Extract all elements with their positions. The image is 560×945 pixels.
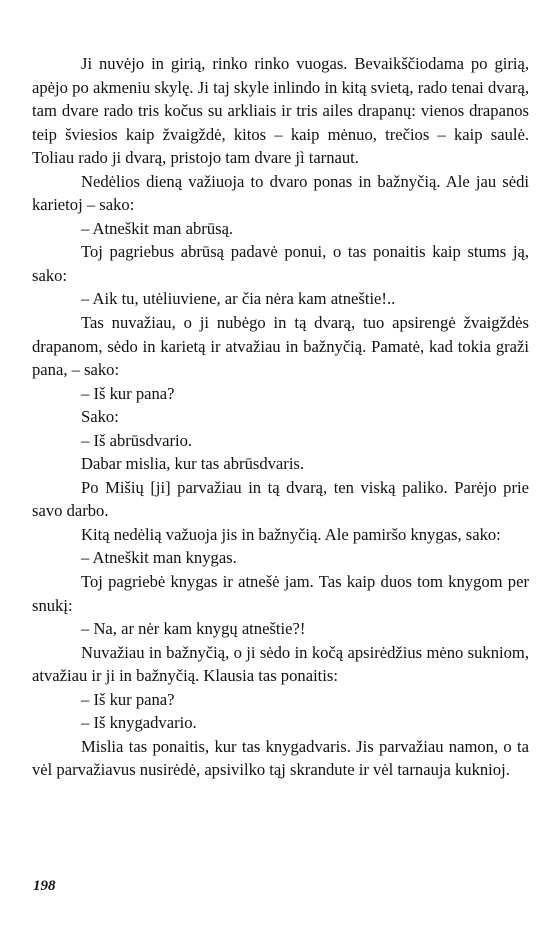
dialogue-line: – Iš kur pana?	[81, 689, 175, 709]
dialogue-line: – Atneškit man knygas.	[81, 548, 237, 568]
paragraph: Mislia tas ponaitis, kur tas knygadvaris. Jis parvažiau namon, o ta vėl parvažiavus nusirėdė, apsivilko tąj skrandute ir vėl tarnauja kuknioj.	[32, 736, 529, 780]
dialogue-line: – Iš abrūsdvario.	[81, 430, 193, 450]
paragraph: Tas nuvažiau, o ji nubėgo in tą dvarą, tuo apsirengė žvaigždės drapanom, sėdo in karietą ir atvažiau in bažnyčią. Pamatė, kad tokia graži pana, – sako:	[32, 313, 529, 380]
dialogue-line: – Atneškit man abrūsą.	[81, 218, 234, 238]
paragraph: Sako:	[81, 407, 119, 427]
dialogue-line: – Iš knygadvario.	[81, 713, 197, 733]
paragraph: Kitą nedėlią važuoja jis in bažnyčią. Ale pamiršo knygas, sako:	[81, 524, 501, 544]
paragraph: Dabar mislia, kur tas abrūsdvaris.	[81, 454, 305, 474]
page-body	[32, 52, 529, 782]
paragraph: Ji nuvėjo in girią, rinko rinko vuogas. Bevaikščiodama po girią, apėjo po akmeniu skylę. Ji taj skyle inlindo in kitą svietą, rado tenai dvarą, tam dvare rado tris kočus su arkliais ir tris ailes drapanų: vienos drapanos teip šviesios kaip žvaigždė, kitos – kaip mėnuo, trečios – kaip saulė. Toliau rado ji dvarą, pristojo tam dvare jì tarnaut.	[32, 54, 529, 168]
paragraph: Po Mišių [ji] parvažiau in tą dvarą, ten viską paliko. Parėjo prie savo darbo.	[32, 477, 529, 521]
paragraph: Toj pagriebus abrūsą padavė ponui, o tas ponaitis kaip stums ją, sako:	[32, 242, 529, 285]
dialogue-line: – Na, ar nėr kam knygų atneštie?!	[81, 619, 306, 639]
paragraph: Nedėlios dieną važiuoja to dvaro ponas in bažnyčią. Ale jau sėdi karietoj – sako:	[32, 171, 529, 215]
dialogue-line: – Iš kur pana?	[81, 383, 175, 403]
paragraph: Toj pagriebė knygas ir atnešė jam. Tas kaip duos tom knygom per snukį:	[32, 572, 529, 615]
paragraph: Nuvažiau in bažnyčią, o ji sėdo in kočą apsirėdžius mėno sukniom, atvažiau ir ji in bažnyčią. Klausia tas ponaitis:	[32, 642, 529, 686]
page-number: 198	[33, 878, 56, 894]
dialogue-line: – Aik tu, utėliuviene, ar čia nėra kam atneštie!..	[81, 289, 396, 309]
